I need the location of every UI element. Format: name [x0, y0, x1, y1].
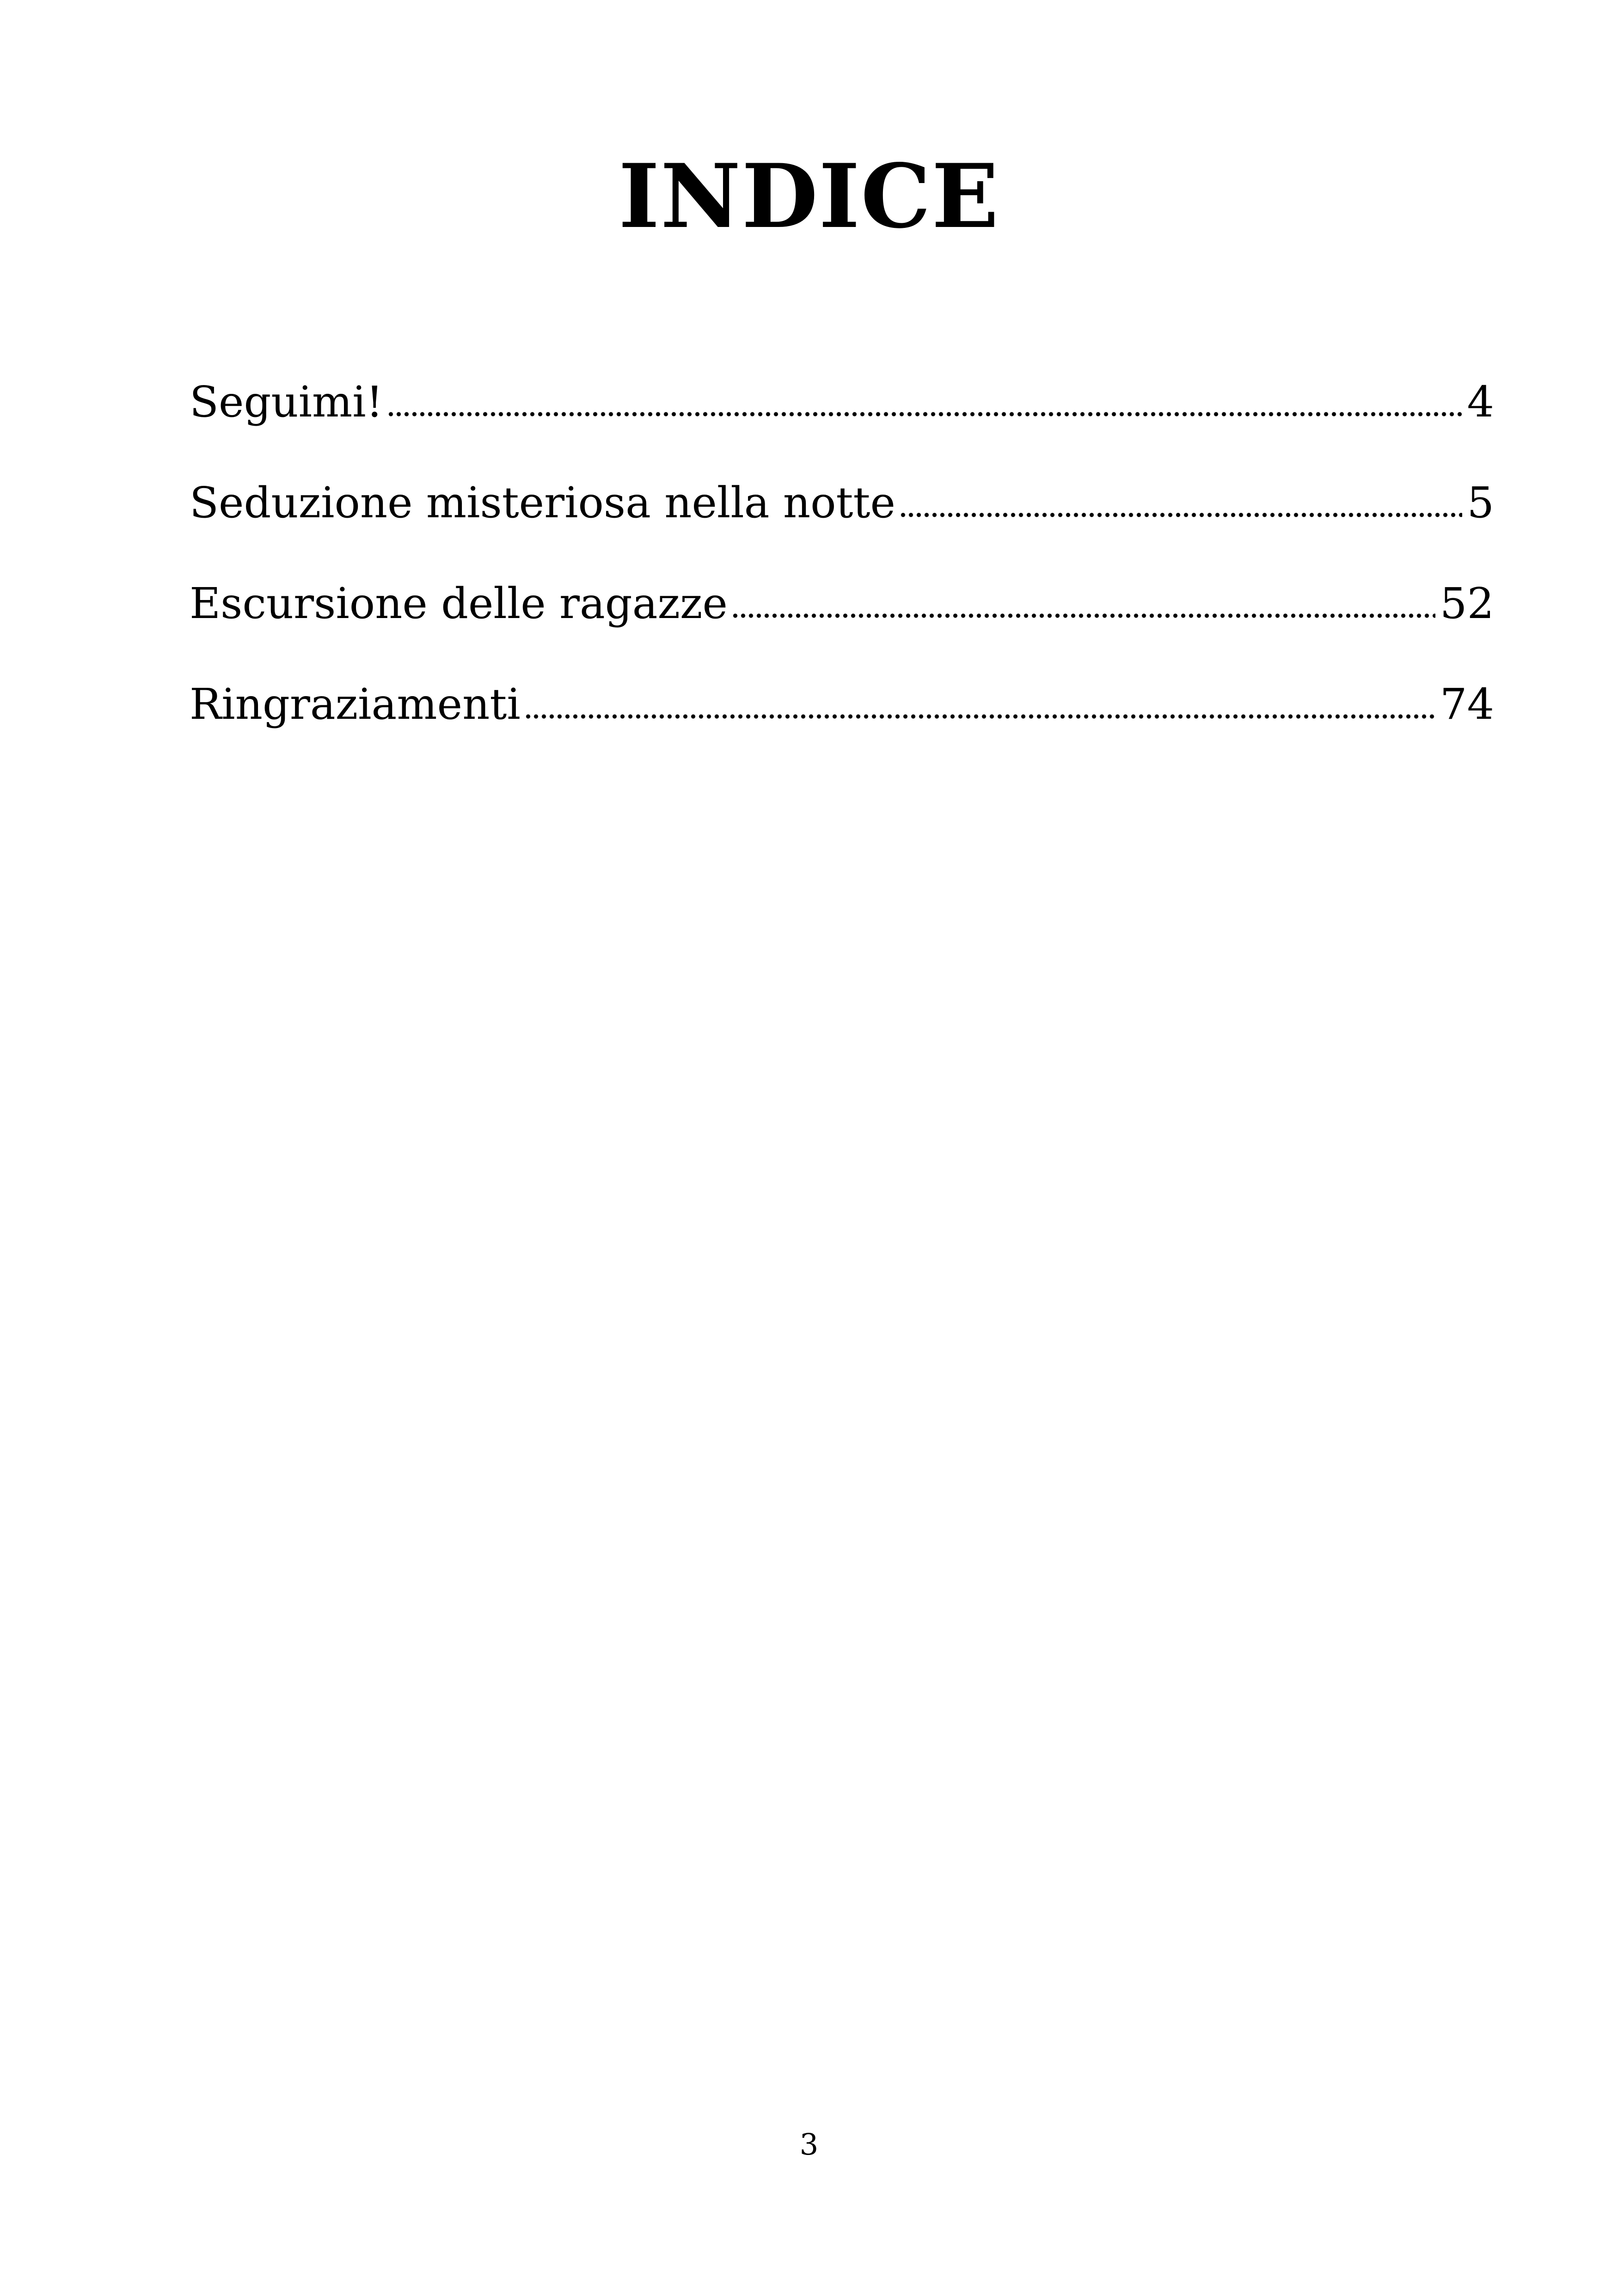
toc-entry-escursione[interactable]: [190, 571, 1494, 672]
toc-entry-page: 74: [1440, 680, 1494, 729]
toc-entry-page: 5: [1467, 478, 1494, 527]
toc-entry-label: Ringraziamenti: [190, 680, 521, 729]
toc-entry-ringraziamenti[interactable]: [190, 672, 1494, 773]
page-title: INDICE: [618, 145, 1000, 248]
dot-leader: [731, 613, 1435, 618]
toc-entry-label: Seduzione misteriosa nella notte: [190, 478, 895, 527]
dot-leader: [387, 412, 1463, 416]
toc-entry-label: Escursione delle ragazze: [190, 579, 728, 628]
toc-entry-seduzione[interactable]: [190, 471, 1494, 571]
toc-entry-page: 52: [1440, 579, 1494, 628]
dot-leader: [524, 714, 1435, 719]
dot-leader: [899, 513, 1463, 517]
toc-entry-page: 4: [1467, 377, 1494, 427]
toc-entry-seguimi[interactable]: [190, 370, 1494, 471]
toc-entry-label: Seguimi!: [190, 377, 383, 427]
table-of-contents: [190, 370, 1494, 773]
page-number: 3: [799, 2128, 819, 2162]
